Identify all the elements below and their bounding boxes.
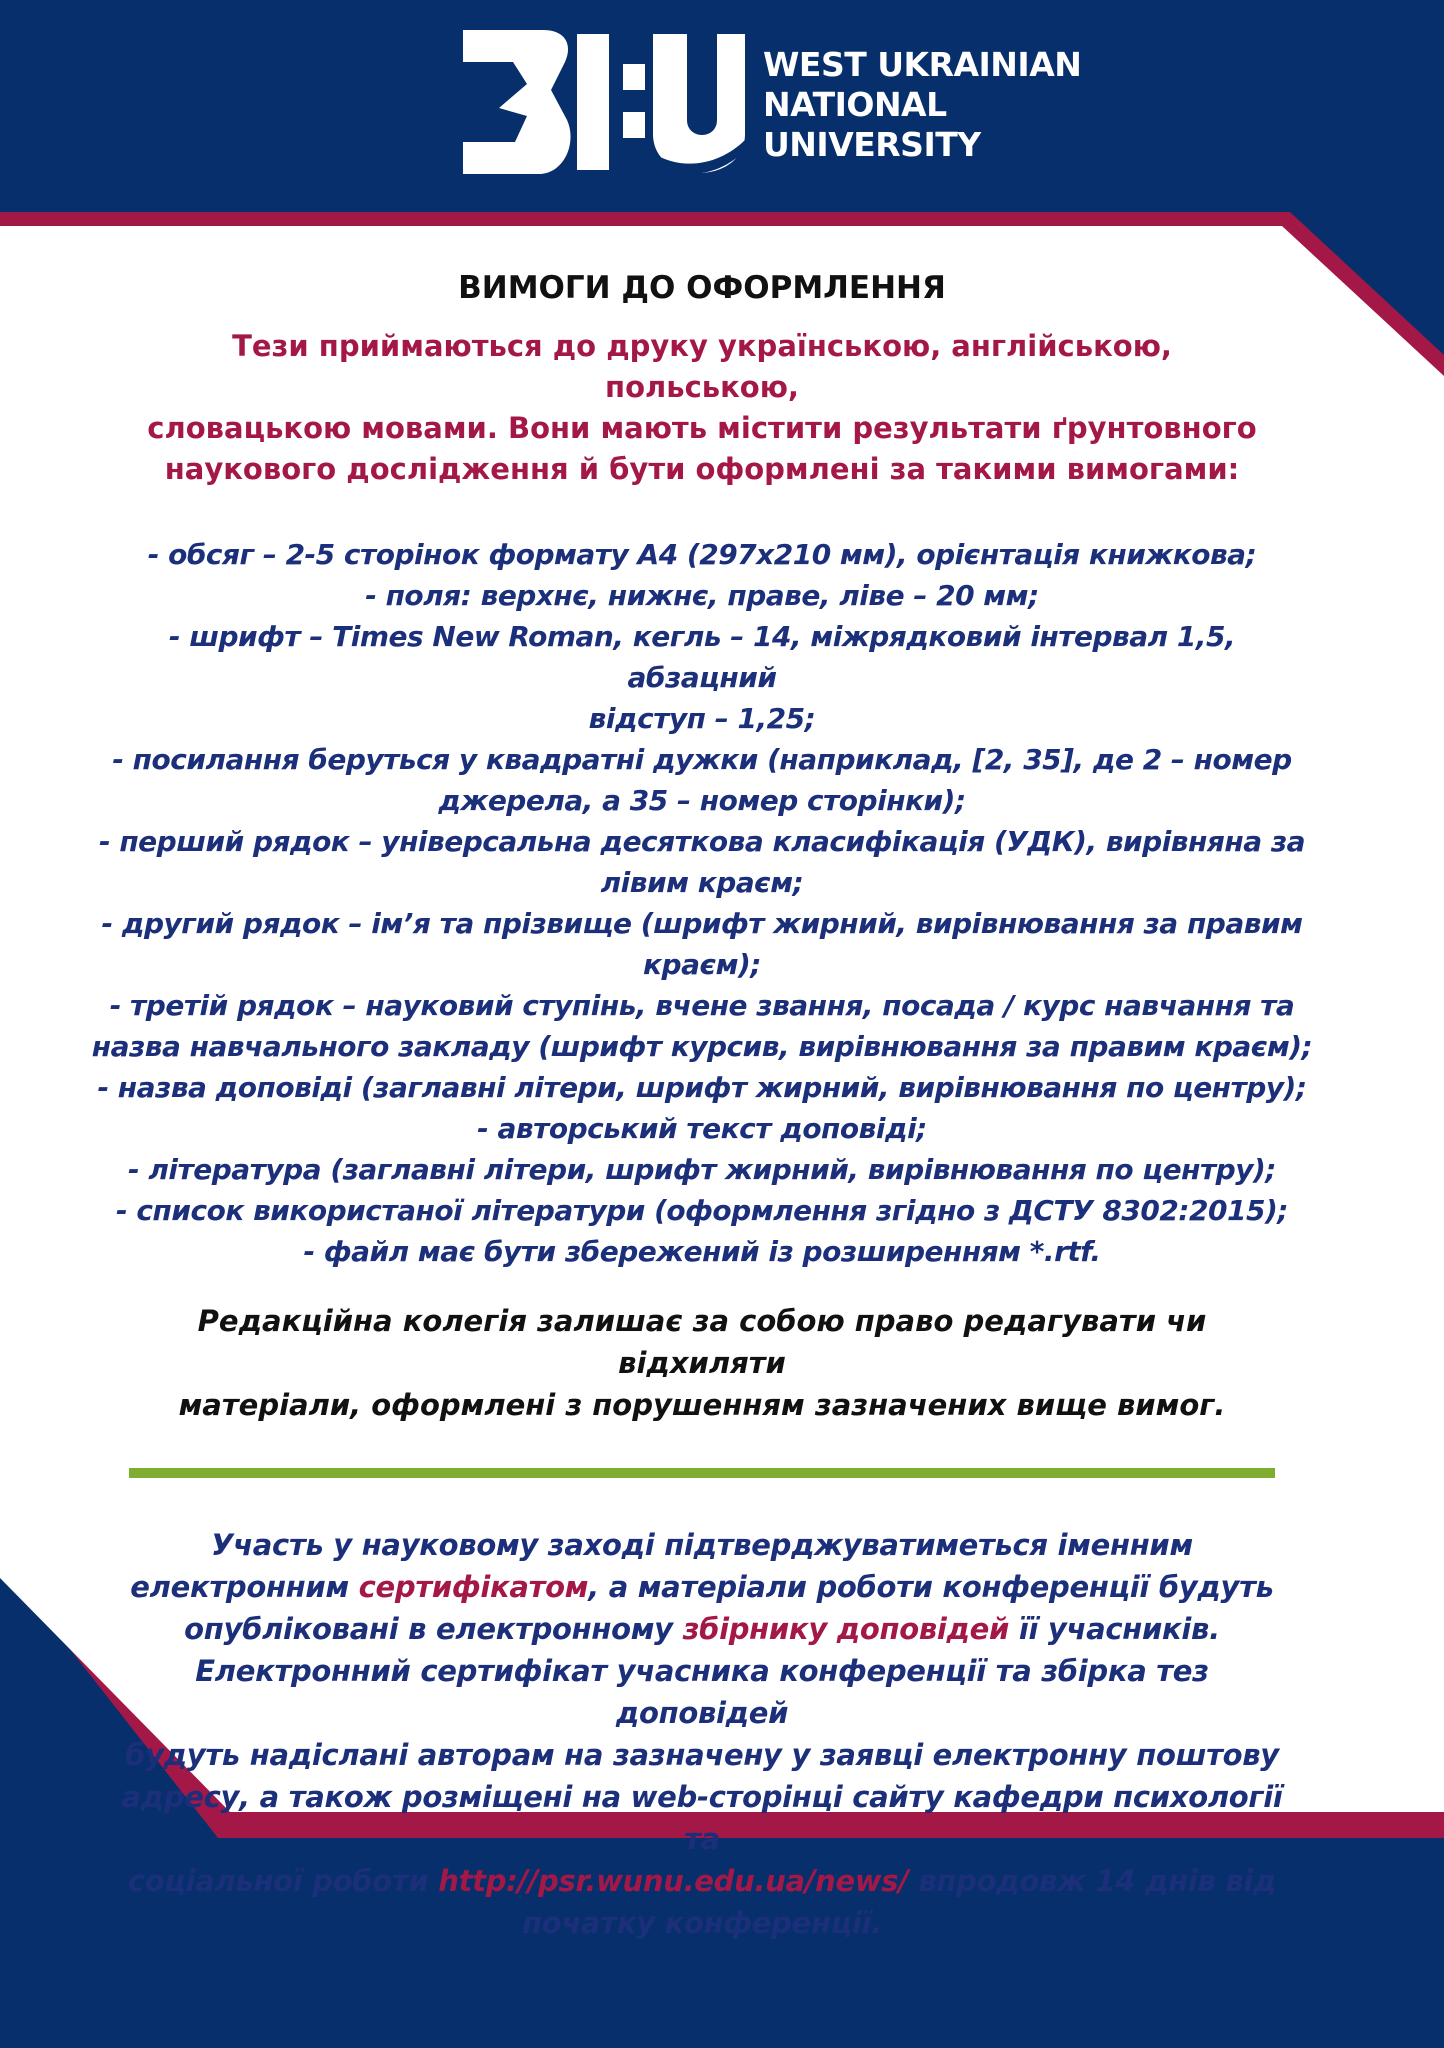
participation-text: , а матеріали роботи конференції будуть	[588, 1570, 1274, 1604]
participation-line: будуть надіслані авторам на зазначену у заявці електронну поштову	[125, 1738, 1279, 1772]
requirement-line: - назва доповіді (заглавні літери, шрифт жирний, вирівнювання по центру);	[97, 1071, 1307, 1104]
requirement-line: - посилання беруться у квадратні дужки (наприклад, [2, 35], де 2 – номер	[112, 743, 1292, 776]
intro-paragraph	[142, 326, 1262, 490]
requirement-line: - поля: верхнє, нижнє, праве, ліве – 20 мм;	[365, 579, 1039, 612]
green-divider	[129, 1468, 1275, 1478]
university-logo	[455, 24, 1082, 182]
requirement-line: джерела, а 35 – номер сторінки);	[438, 784, 966, 817]
requirement-line: - третій рядок – науковий ступінь, вчене звання, посада / курс навчання та	[109, 989, 1295, 1022]
requirements-document	[90, 268, 1314, 1944]
department-news-link[interactable]: http://psr.wunu.edu.ua/news/	[438, 1864, 909, 1898]
participation-paragraph	[112, 1524, 1292, 1944]
logo-line-1: WEST UKRAINIAN	[763, 45, 1082, 84]
collection-highlight: збірнику доповідей	[682, 1612, 1010, 1646]
editorial-line: Редакційна колегія залишає за собою право редагувати чи відхиляти	[197, 1304, 1207, 1380]
requirement-line: лівим краєм;	[600, 866, 804, 899]
certificate-highlight: сертифікатом	[358, 1570, 589, 1604]
intro-line: Тези приймаються до друку українською, англійською, польською,	[232, 329, 1172, 404]
requirement-line: - авторський текст доповіді;	[477, 1112, 927, 1145]
page-title: ВИМОГИ ДО ОФОРМЛЕННЯ	[458, 270, 946, 306]
participation-text: електронним	[130, 1570, 359, 1604]
logo-line-3: UNIVERSITY	[763, 125, 981, 164]
editorial-note	[132, 1300, 1272, 1426]
requirement-line: - другий рядок – ім’я та прізвище (шрифт жирний, вирівнювання за правим	[101, 907, 1303, 940]
requirement-line: - файл має бути збережений із розширенням *.rtf.	[303, 1235, 1101, 1268]
participation-text: впродовж 14 днів від	[908, 1864, 1277, 1898]
participation-text: її учасників.	[1009, 1612, 1220, 1646]
participation-line: адресу, а також розміщені на web-сторінці сайту кафедри психології та	[121, 1780, 1283, 1856]
intro-line: словацькою мовами. Вони мають містити результати ґрунтовного	[147, 411, 1257, 445]
requirement-line: - перший рядок – універсальна десяткова класифікація (УДК), вирівняна за	[98, 825, 1306, 858]
logo-mark-icon	[455, 24, 745, 182]
intro-line: наукового дослідження й бути оформлені за такими вимогами:	[164, 452, 1240, 486]
requirement-line: відступ – 1,25;	[588, 702, 816, 735]
logo-line-2: NATIONAL	[763, 85, 947, 124]
participation-line: Електронний сертифікат учасника конференції та збірка тез доповідей	[195, 1654, 1209, 1730]
requirement-line: - список використаної літератури (оформлення згідно з ДСТУ 8302:2015);	[116, 1194, 1288, 1227]
requirement-line: назва навчального закладу (шрифт курсив, вирівнювання за правим краєм);	[91, 1030, 1313, 1063]
requirement-line: - шрифт – Times New Roman, кегль – 14, міжрядковий інтервал 1,5, абзацний	[168, 620, 1236, 694]
participation-text: опубліковані в електронному	[184, 1612, 683, 1646]
requirements-list	[90, 534, 1314, 1272]
participation-text: соціальної роботи	[127, 1864, 439, 1898]
participation-line	[112, 1566, 1292, 1608]
requirement-line: - обсяг – 2-5 сторінок формату А4 (297x210 мм), орієнтація книжкова;	[147, 538, 1257, 571]
participation-line	[112, 1860, 1292, 1902]
participation-line	[112, 1608, 1292, 1650]
requirement-line: краєм);	[643, 948, 761, 981]
editorial-line: матеріали, оформлені з порушенням зазначених вище вимог.	[178, 1388, 1226, 1422]
participation-line: початку конференції.	[522, 1906, 882, 1940]
logo-wordmark	[763, 45, 1081, 165]
participation-line: Участь у науковому заході підтверджуватиметься іменним	[211, 1528, 1193, 1562]
requirement-line: - література (заглавні літери, шрифт жирний, вирівнювання по центру);	[128, 1153, 1276, 1186]
